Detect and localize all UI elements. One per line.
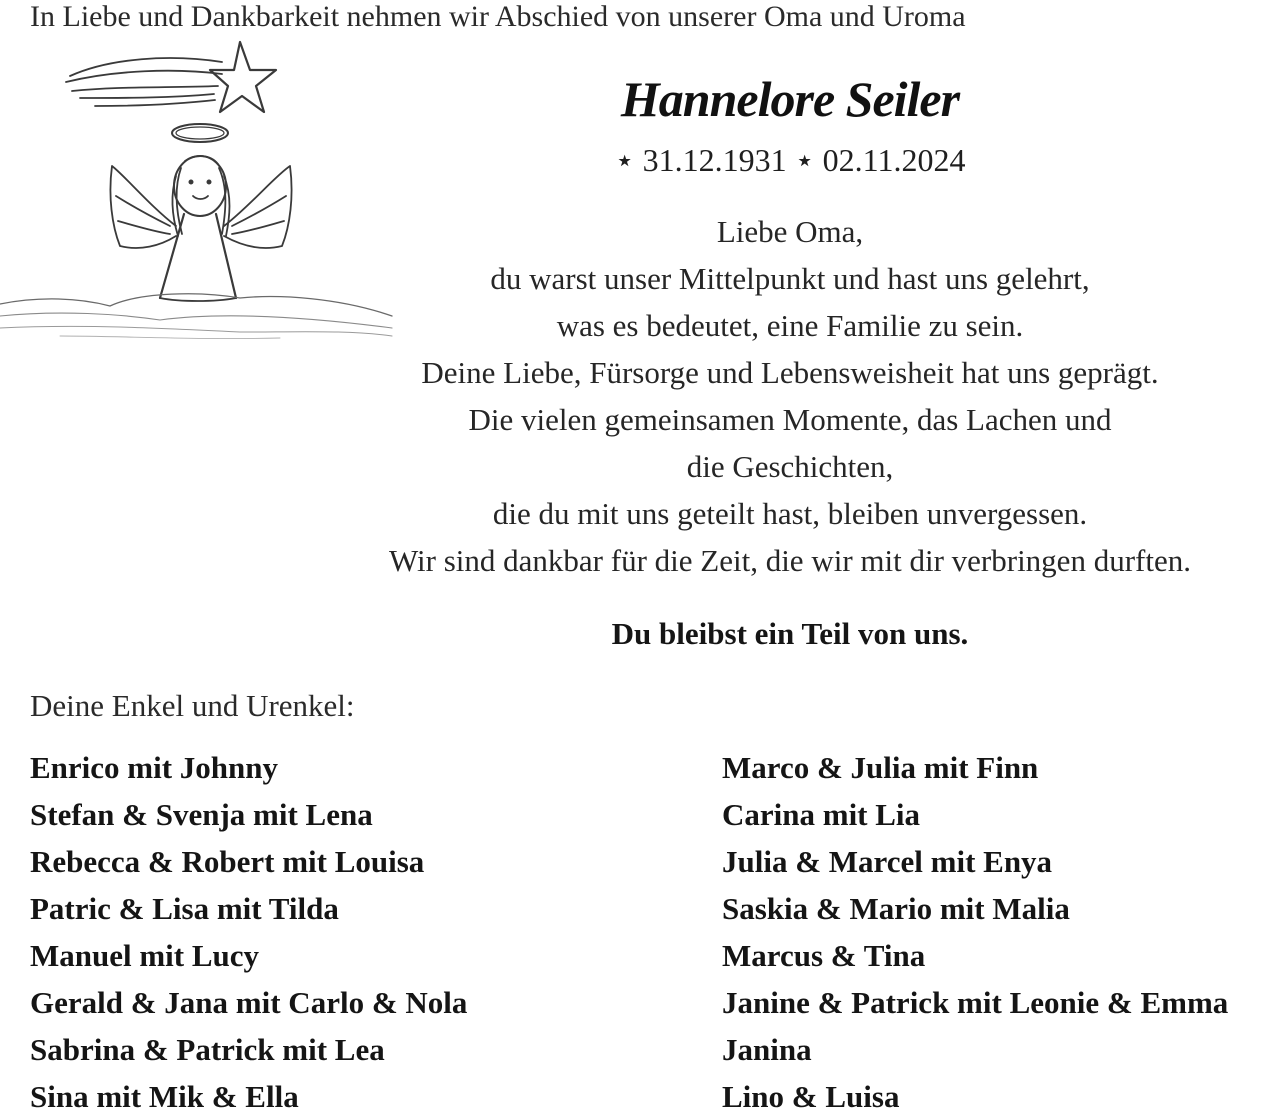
family-entry: Manuel mit Lucy (30, 938, 260, 973)
life-dates: ⋆ 31.12.1931 ⋆ 02.11.2024 (614, 142, 966, 178)
family-entry: Rebecca & Robert mit Louisa (30, 844, 425, 879)
family-entry: Lino & Luisa (722, 1079, 900, 1114)
family-entry: Patric & Lisa mit Tilda (30, 891, 339, 926)
family-entry: Marcus & Tina (722, 938, 926, 973)
closing-line: Du bleibst ein Teil von uns. (611, 616, 969, 651)
poem-line: die Geschichten, (686, 449, 894, 484)
poem-line: du warst unser Mittelpunkt und hast uns gelehrt, (490, 261, 1090, 296)
family-entry: Stefan & Svenja mit Lena (30, 797, 373, 832)
family-entry: Janina (722, 1032, 812, 1067)
family-list-right (722, 744, 1228, 1120)
family-entry: Marco & Julia mit Finn (722, 750, 1039, 785)
family-entry: Gerald & Jana mit Carlo & Nola (30, 985, 468, 1020)
family-entry: Julia & Marcel mit Enya (722, 844, 1053, 879)
poem-line: was es bedeutet, eine Familie zu sein. (556, 308, 1024, 343)
intro-text: In Liebe und Dankbarkeit nehmen wir Abschied von unserer Oma und Uroma (30, 0, 966, 33)
family-entry: Saskia & Mario mit Malia (722, 891, 1070, 926)
poem (300, 208, 1280, 584)
family-entry: Janine & Patrick mit Leonie & Emma (722, 985, 1229, 1020)
poem-line: Liebe Oma, (716, 214, 864, 249)
family-heading: Deine Enkel und Urenkel: (30, 688, 355, 723)
deceased-name: Hannelore Seiler (620, 71, 960, 127)
family-entry: Carina mit Lia (722, 797, 921, 832)
poem-line: die du mit uns geteilt hast, bleiben unvergessen. (492, 496, 1088, 531)
family-entry: Sabrina & Patrick mit Lea (30, 1032, 385, 1067)
poem-line: Die vielen gemeinsamen Momente, das Lachen und (468, 402, 1112, 437)
poem-line: Deine Liebe, Fürsorge und Lebensweisheit hat uns geprägt. (421, 355, 1159, 390)
family-entry: Sina mit Mik & Ella (30, 1079, 299, 1114)
family-entry: Enrico mit Johnny (30, 750, 279, 785)
poem-line: Wir sind dankbar für die Zeit, die wir mit dir verbringen durften. (389, 543, 1191, 578)
family-list-left (30, 744, 467, 1120)
